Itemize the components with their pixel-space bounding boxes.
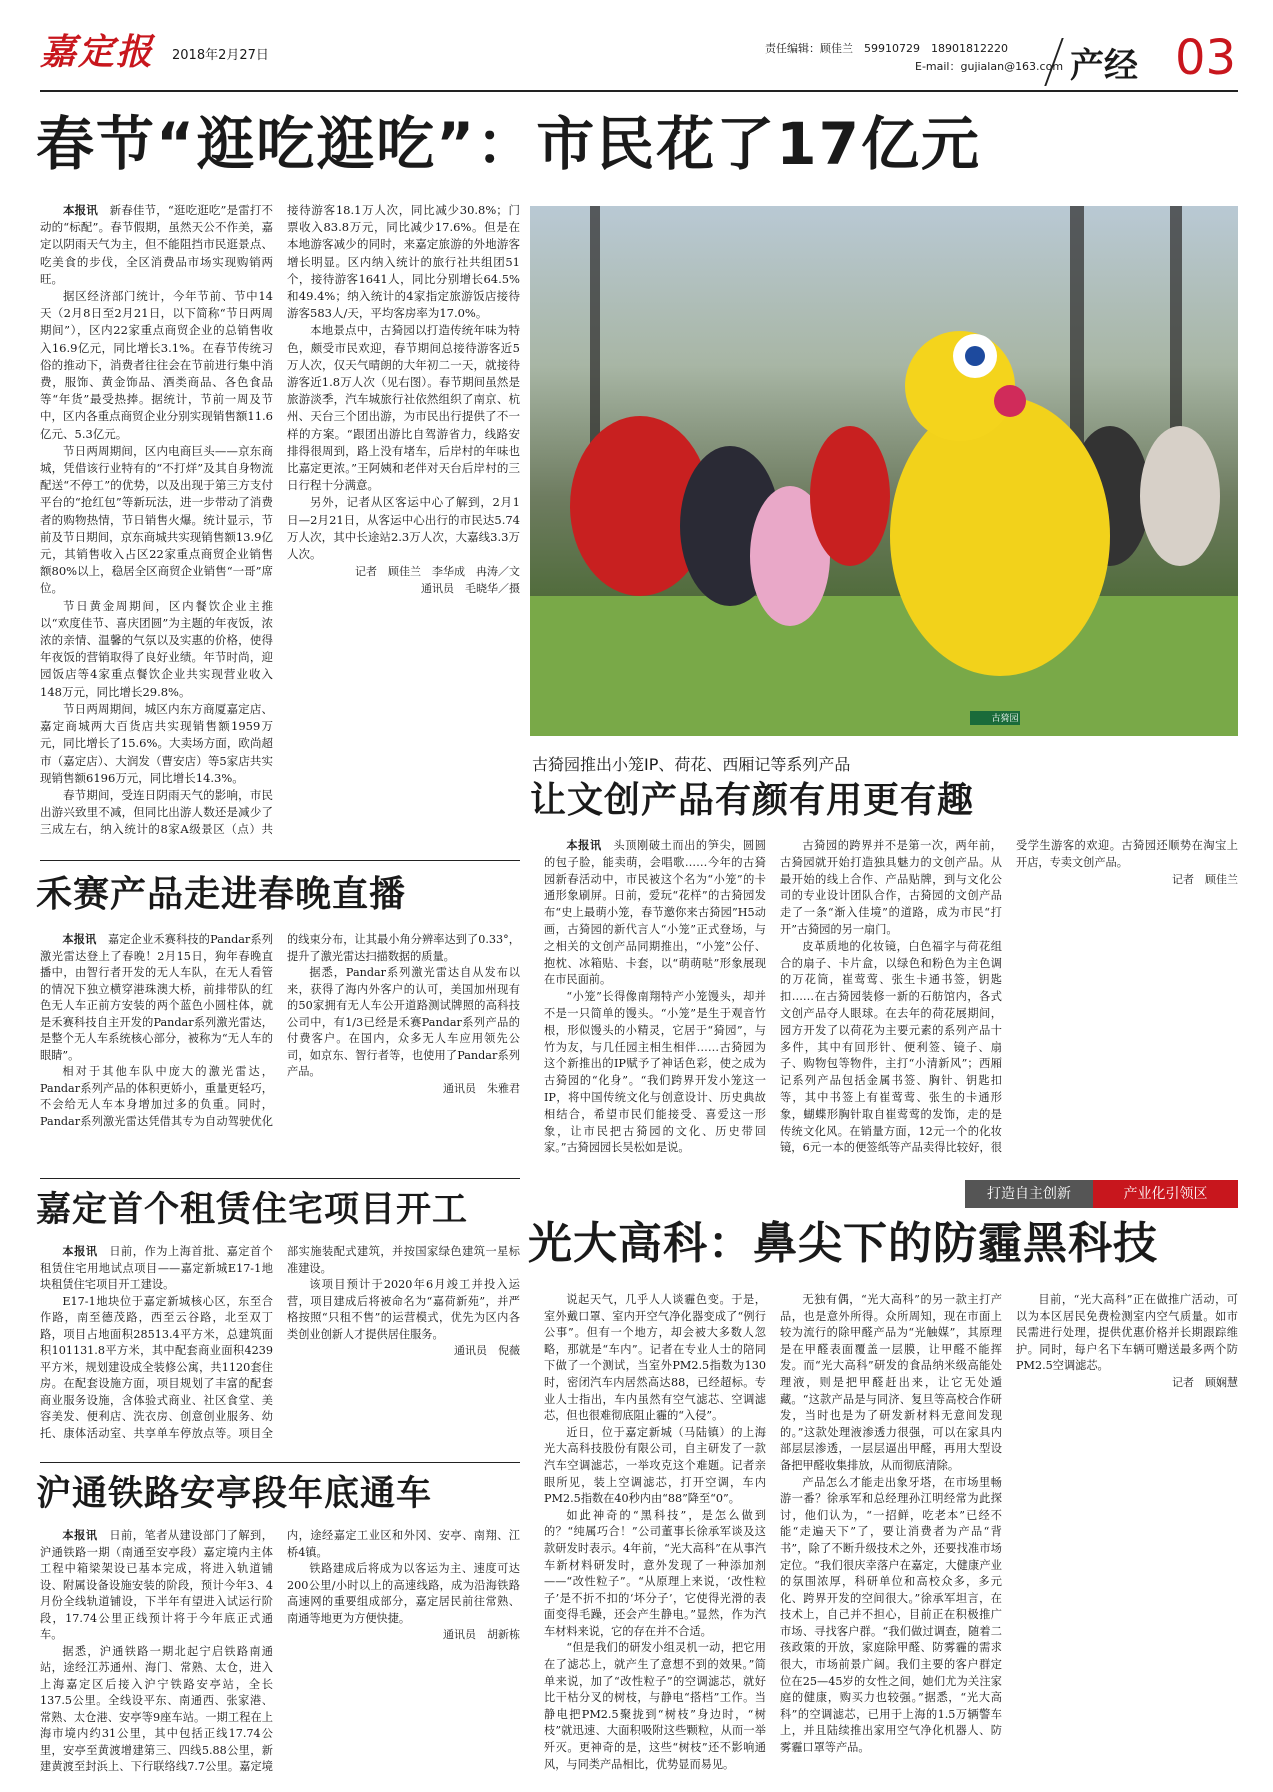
article2-headline: 让文创产品有颜有用更有趣 <box>530 780 975 821</box>
article-culture-products: 本报讯 头顶刚破土而出的笋尖，圆圆的包子脸，能卖萌，会唱歌……今年的古猗园新春活动中，市民被这个名为“小笼”的卡通形象刷屏。日前，爱玩“花样”的古猗园发布“史上最萌小笼，春节邀你来古猗园”H5动画，古猗园的新代言人“小笼”正式登场，与之相关的文创产品同期推出，“小笼”公仔、抱枕、冰箱贴、卡套，以“萌萌哒”形象展现在市民面前。 “小笼”长得像南翔特产小笼馒头，却并不是一只简单的馒头。“小笼”是生于观音竹根，形似馒头的小精灵，它居于“猗园”，与竹为友，与几任园主相生相伴……古猗园为这个新推出的IP赋予了神话色彩，使之成为古猗园的“化身”。“我们跨界开发小笼这一IP，将中国传统文化与创意设计、历史典故相结合，希望市民们能接受、喜爱这一形象，让市民把古猗园的文化、历史带回家。”古猗园园长吴松如是说。 古猗园的跨界并不是第一次，两年前，古猗园就开始打造独具魅力的文创产品。从最开始的线上合作、产品贴牌，到与文化公司的专业设计团队合作，古猗园的文创产品走了一条“渐入佳境”的道路，成为市民“打开”古猗园的另一扇门。 皮革质地的化妆镜，白色福字与荷花组合的扇子、卡片盒，以绿色和粉色为主色调的万花筒，崔莺莺、张生卡通书签，钥匙扣……在古猗园装修一新的石舫馆内，各式文创产品夺人眼球。在去年的荷花展期间，园方开发了以荷花为主要元素的系列产品十多件，其中有回形针、便利签、镜子、扇子、购物包等物件，主打“小清新风”；西厢记系列产品包括金属书签、胸针、钥匙扣等，其中书签上有崔莺莺、张生的卡通形象，蝴蝶形胸针取自崔莺莺的发饰，走的是传统文化风。在销量方面，12元一个的化妆镜，6元一本的便签纸等产品卖得比较好，很受学生游客的欢迎。古猗园还顺势在淘宝上开店，专卖文创产品。 记者 顾佳兰 <box>544 839 1238 1155</box>
section-rule <box>40 1462 520 1463</box>
byline: 通讯员 胡新栋 <box>443 1628 520 1641</box>
photo-banner: 古猗园 <box>991 714 1019 724</box>
byline: 通讯员 倪薇 <box>454 1344 520 1357</box>
section-name: 产经 <box>1070 46 1138 86</box>
editor-phones: 59910729 18901812220 <box>864 42 1008 55</box>
byline: 记者 顾娴慧 <box>1172 1375 1238 1389</box>
byline: 通讯员 毛晓华／摄 <box>421 582 520 596</box>
masthead <box>0 0 1273 95</box>
section-rule <box>40 860 520 861</box>
editor-info <box>765 40 1063 76</box>
editor-name: 责任编辑：顾佳兰 <box>765 42 853 55</box>
innovation-banner <box>965 1180 1238 1208</box>
article-spending: 本报讯 新春佳节，“逛吃逛吃”是雷打不动的“标配”。春节假期，虽然天公不作美，嘉定以阴雨天气为主，但不能阻挡市民逛景点、吃美食的步伐，全区消费品市场实现购销两旺。 据区经济部门统计，今年节前、节中14天（2月8日至2月21日，以下简称“节日两周期间”），区内22家重点商贸企业的总销售收入16.9亿元，同比增长3.1%。在春节传统习俗的推动下，消费者往往会在节前进行集中消费，服饰、黄金饰品、酒类商品、各色食品等“年货”最受热捧。据统计，节前一周及节中，区内各重点商贸企业分别实现销售额11.6亿元、5.3亿元。 节日两周期间，区内电商巨头——京东商城，凭借该行业特有的“不打烊”及其自身物流配送“不停工”的优势，以及出现于第三方支付平台的“抢红包”等新玩法，进一步带动了消费者的购物热情，节日销售火爆。统计显示，节前及节日期间，京东商城共实现销售额13.9亿元，其销售收入占区22家重点商贸企业销售额80%以上，稳居全区商贸企业销售“一哥”席位。 节日黄金周期间，区内餐饮企业主推以“欢度佳节、喜庆团圆”为主题的年夜饭，浓浓的亲情、温馨的气氛以及实惠的价格，使得年夜饭的营销取得了良好业绩。年节时尚，迎园饭店等4家重点餐饮企业共实现营业收入148万元，同比增长29.8%。 节日两周期间，城区内东方商厦嘉定店、嘉定商城两大百货店共实现销售额1959万元，同比增长了15.6%。大卖场方面，欧尚超市（嘉定店）、大润发（曹安店）等5家店共实现销售额6196万元，同比增长14.3%。 春节期间，受连日阴雨天气的影响，市民出游兴致里不减，但同比出游人数还是减少了三成左右，纳入统计的8家A级景区（点）共接待游客18.1万人次，同比减少30.8%；门票收入83.8万元，同比减少17.6%。但是在本地游客减少的同时，来嘉定旅游的外地游客增长明显。区内纳入统计的旅行社共组团51个，接待游客1641人，同比分别增长64.5%和49.4%；纳入统计的4家指定旅游饭店接待游客583人/天，平均客房率为17.0%。 本地景点中，古猗园以打造传统年味为特色，颇受市民欢迎，春节期间总接待游客近5万人次，仅天气晴朗的大年初二一天，就接待游客近1.8万人次（见右图）。春节期间虽然是旅游淡季，汽车城旅行社依然组织了南京、杭州、天台三个团出游，为市民出行提供了不一样的方案。“跟团出游比自驾游省力，线路安排得很周到，路上没有堵车，后岸村的年味也比嘉定更浓。”王阿姨和老伴对天台后岸村的三日行程十分满意。 另外，记者从区客运中心了解到，2月1日—2月21日，从客运中心出行的市民达5.74万人次，其中长途站2.3万人次，大嘉线3.3万人次。 记者 顾佳兰 李华成 冉涛／文 通讯员 毛晓华／摄 <box>40 203 520 837</box>
article-rental-housing: 本报讯 日前，作为上海首批、嘉定首个租赁住宅用地试点项目——嘉定新城E17-1地块租赁住宅项目开工建设。 E17-1地块位于嘉定新城核心区，东至合作路，南至德茂路，西至云谷路，北至双丁路，项目占地面积28513.4平方米，总建筑面积101131.8平方米，其中配套商业面积4239平方米，规划建设成全装修公寓，共1120套住房。在配套设施方面，项目规划了丰富的配套商业服务设施，含体验式商业、社区食堂、美容美发、便利店、洗衣房、创意创业服务、幼托、康体活动室、共享单车停放点等。项目全部实施装配式建筑，并按国家绿色建筑一星标准建设。 该项目预计于2020年6月竣工并投入运营，项目建成后将被命名为“嘉荷新苑”，并严格按照“只租不售”的运营模式，优先为区内各类创业创新人才提供居住服务。 通讯员 倪薇 <box>40 1245 520 1440</box>
article4-headline: 嘉定首个租赁住宅项目开工 <box>36 1190 469 1230</box>
article6-headline: 光大高科：鼻尖下的防霾黑科技 <box>528 1218 1158 1269</box>
banner-right: 产业化引领区 <box>1093 1180 1238 1208</box>
article-railway: 本报讯 日前，笔者从建设部门了解到，沪通铁路一期（南通至安亭段）嘉定境内主体工程中箱梁架设已基本完成，将进入轨道铺设、附属设备设施安装的阶段，预计今年3、4月份全线轨道铺设，下半年有望进入试运行阶段，17.74公里正线预计将于今年底正式通车。 据悉，沪通铁路一期北起宁启铁路南通站，途经江苏通州、海门、常熟、太仓，进入上海嘉定区后接入沪宁铁路安亭站，全长137.5公里。全线设平东、南通西、张家港、常熟、太仓港、安亭等9座车站。一期工程在上海市境内约31公里，其中包括正线17.74公里，安亭至黄渡增建第三、四线5.88公里，新建黄渡至封浜上、下行联络线7.7公里。嘉定境内，途经嘉定工业区和外冈、安亭、南翔、江桥4镇。 铁路建成后将成为以客运为主、速度可达200公里/小时以上的高速线路，成为沿海铁路高速网的重要组成部分，嘉定居民前往常熟、南通等地更为方便快捷。 通讯员 胡新栋 <box>40 1529 520 1773</box>
article-anti-smog: 说起天气，几乎人人谈霾色变。于是，室外戴口罩、室内开空气净化器变成了“例行公事”。但有一个地方，却会被大多数人忽略，那就是“车内”。记者在专业人士的陪同下做了一个测试，当室外PM2.5指数为130时，密闭汽车内居然高达88，已经超标。专业人士指出，车内虽然有空气滤芯、空调滤芯，但也很难彻底阻止霾的“入侵”。 近日，位于嘉定新城（马陆镇）的上海光大高科技股份有限公司，自主研发了一款汽车空调滤芯，一举攻克这个难题。记者亲眼所见，装上空调滤芯，打开空调，车内PM2.5指数在40秒内由“88”降至“0”。 如此神奇的“黑科技”，是怎么做到的？“纯属巧合！”公司董事长徐承军谈及这款研发时表示。4年前，“光大高科”在从事汽车新材料研发时，意外发现了一种添加剂——“改性粒子”。“从原理上来说，‘改性粒子’是不折不扣的‘坏分子’，它使得光滑的表面变得毛躁，还会产生静电。”显然，作为汽车材料来说，它的存在并不合适。 “但是我们的研发小组灵机一动，把它用在了滤芯上，就产生了意想不到的效果。”简单来说，加了“改性粒子”的空调滤芯，就好比干枯分叉的树枝，与静电“搭档”工作。当静电把PM2.5聚拢到“树枝”身边时，“树枝”就迅速、大面积吸附这些颗粒，从而一举歼灭。更神奇的是，这些“树枝”还不影响通风，与同类产品相比，优势显而易见。 无独有偶，“光大高科”的另一款主打产品，也是意外所得。众所周知，现在市面上较为流行的除甲醛产品为“光触媒”，其原理是在甲醛表面覆盖一层膜，让甲醛不能挥发。而“光大高科”研发的食品纳米级高能处理液，则是把甲醛赶出来，让它无处遁藏。“这款产品是与同济、复旦等高校合作研发，当时也是为了研发新材料无意间发现的。”这款处理液渗透力很强，可以在家具内部层层渗透，一层层逼出甲醛，再用大型设备把甲醛收集排放，从而彻底清除。 产品怎么才能走出象牙塔，在市场里畅游一番？徐承军和总经理孙江明经常为此探讨，他们认为，“一招鲜，吃老本”已经不能“走遍天下”了，要让消费者为产品“背书”，除了不断升级技术之外，还要找准市场定位。“我们很庆幸落户在嘉定，大健康产业的氛围浓厚，科研单位和高校众多，多元化、跨界开发的空间很大。”徐承军坦言，在技术上，自己并不担心，目前正在积极推广市场、寻找客户群。“我们做过调查，随着二孩政策的开放，家庭除甲醛、防雾霾的需求很大，市场前景广阔。我们主要的客户群定位在25—45岁的女性之间，她们尤为关注家庭的健康，购买力也较强。”据悉，“光大高科”的空调滤芯，已用于上海的1.5万辆警车上，并且陆续推出家用空气净化机器人、防雾霾口罩等产品。 目前，“光大高科”正在做推广活动，可以为本区居民免费检测室内空气质量。如市民需进行处理，提供优惠价格并长期跟踪维护。同时，每户名下车辆可赠送最多两个防PM2.5空调滤芯。 记者 顾娴慧 <box>544 1293 1238 1771</box>
banner-left: 打造自主创新 <box>965 1180 1093 1208</box>
article2-kicker: 古猗园推出小笼IP、荷花、西厢记等系列产品 <box>532 755 851 774</box>
article5-headline: 沪通铁路安亭段年底通车 <box>36 1474 433 1514</box>
article3-headline: 禾赛产品走进春晚直播 <box>36 874 407 915</box>
article-lidar: 本报讯 嘉定企业禾赛科技的Pandar系列激光雷达登上了春晚！2月15日，狗年春晚直播中，由智行者开发的无人车队，在无人看管的情况下独立横穿港珠澳大桥，前排带队的红色无人车正前方安装的两个蓝色小圆柱体，就是禾赛科技自主开发的Pandar系列激光雷达，是整个无人车系统核心部分，被称为“无人车的眼睛”。 相对于其他车队中庞大的激光雷达，Pandar系列产品的体积更娇小，重量更轻巧，不会给无人车本身增加过多的负重。同时，Pandar系列激光雷达凭借其专为自动驾驶优化的线束分布，让其最小角分辨率达到了0.33°，提升了激光雷达扫描数据的质量。 据悉，Pandar系列激光雷达自从发布以来，获得了海内外客户的认可，美国加州现有的50家拥有无人车公开道路测试牌照的高科技公司中，有1/3已经是禾赛Pandar系列产品的付费客户。在国内，众多无人车应用领先公司，如京东、智行者等，也使用了Pandar系列产品。 通讯员 朱雅君 <box>40 933 520 1128</box>
editor-email: E-mail：gujialan@163.com <box>915 60 1064 73</box>
byline: 记者 顾佳兰 <box>1172 872 1238 886</box>
photo-illustration <box>530 206 1238 736</box>
section-rule <box>40 1178 520 1179</box>
page-number: 03 <box>1175 30 1237 86</box>
masthead-rule <box>40 90 1238 92</box>
issue-date: 2018年2月27日 <box>172 48 269 63</box>
byline: 通讯员 朱雅君 <box>443 1081 520 1095</box>
main-headline: 春节“逛吃逛吃”：市民花了17亿元 <box>36 110 981 178</box>
byline: 记者 顾佳兰 李华成 冉涛／文 <box>355 565 520 579</box>
newspaper-logo: 嘉定报 <box>40 31 155 73</box>
photo-lion-dance <box>530 206 1238 736</box>
